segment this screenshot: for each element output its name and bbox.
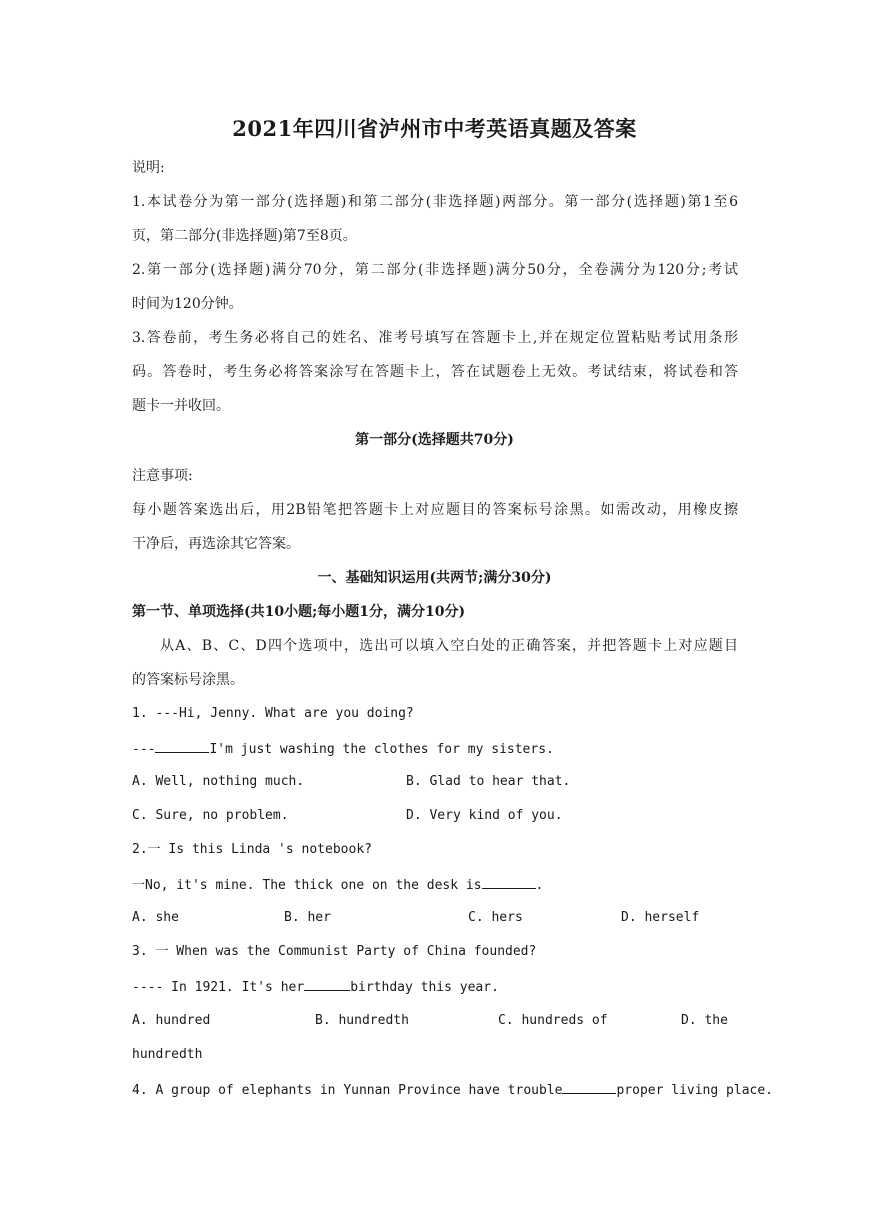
notice-line-1: 每小题答案选出后，用2B铅笔把答题卡上对应题目的答案标号涂黑。如需改动，用橡皮擦 [132, 502, 738, 518]
q2-answer-blank [482, 874, 536, 889]
notice-heading: 注意事项: [132, 468, 193, 484]
intro-paragraph-3-line-2: 码。答卷时，考生务必将答案涂写在答题卡上，答在试题卷上无效。考试结束，将试卷和答 [132, 364, 738, 380]
q1-option-c: C. Sure, no problem. [132, 808, 289, 823]
q3-reply-text: ---- In 1921. It's her [132, 980, 305, 995]
subsection-heading: 第一节、单项选择(共10小题;每小题1分，满分10分) [132, 604, 466, 620]
intro-paragraph-3-line-1: 3.答卷前，考生务必将自己的姓名、准考号填写在答题卡上,并在规定位置粘贴考试用条形 [132, 330, 738, 346]
intro-paragraph-2-line-2: 时间为120分钟。 [132, 296, 243, 312]
section-heading: 一、基础知识运用(共两节;满分30分) [317, 570, 552, 586]
q3-option-d: D. the [681, 1013, 728, 1028]
q2-option-b: B. her [284, 910, 331, 925]
intro-paragraph-2-line-1: 2.第一部分(选择题)满分70分，第二部分(非选择题)满分50分，全卷满分为120分;考试 [132, 262, 738, 278]
q1-reply [132, 738, 738, 760]
q2-reply-text: 一No, it's mine. The thick one on the desk is [132, 878, 482, 893]
document-title: 2021年四川省泸州市中考英语真题及答案 [232, 116, 637, 141]
q1-answer-blank [155, 738, 209, 753]
notice-line-2: 干净后，再选涂其它答案。 [132, 536, 300, 552]
q2-stem: 2.一 Is this Linda 's notebook? [132, 842, 372, 857]
part1-heading: 第一部分(选择题共70分) [355, 432, 514, 448]
q2-option-d: D. herself [621, 910, 700, 925]
q1-reply-prefix: --- [132, 742, 156, 757]
q3-reply-end: birthday this year. [350, 980, 499, 995]
q4-stem-text: 4. A group of elephants in Yunnan Province have trouble [132, 1083, 563, 1098]
q1-stem: 1. ---Hi, Jenny. What are you doing? [132, 706, 414, 721]
q4-stem [132, 1079, 774, 1101]
instruction-line-1: 从A、B、C、D四个选项中，选出可以填入空白处的正确答案，并把答题卡上对应题目 [160, 638, 738, 654]
q3-reply [132, 976, 738, 998]
intro-heading: 说明: [132, 160, 165, 176]
q1-option-b: B. Glad to hear that. [406, 774, 571, 789]
q3-option-c: C. hundreds of [498, 1013, 608, 1028]
q1-option-a: A. Well, nothing much. [132, 774, 305, 789]
q3-option-b: B. hundredth [315, 1013, 409, 1028]
q4-stem-end: proper living place. [616, 1083, 774, 1098]
intro-paragraph-3-line-3: 题卡一并收回。 [132, 398, 230, 414]
q2-reply [132, 874, 738, 896]
q1-option-d: D. Very kind of you. [406, 808, 563, 823]
q3-answer-blank [304, 976, 350, 991]
q1-reply-text: I'm just washing the clothes for my sisters. [209, 742, 554, 757]
q3-stem: 3. 一 When was the Communist Party of China founded? [132, 944, 537, 959]
q3-option-d-continued: hundredth [132, 1047, 203, 1062]
q3-option-a: A. hundred [132, 1013, 211, 1028]
intro-paragraph-1-line-2: 页，第二部分(非选择题)第7至8页。 [132, 228, 357, 244]
instruction-line-2: 的答案标号涂黑。 [132, 672, 244, 688]
q2-reply-end: . [535, 878, 544, 893]
q2-option-c: C. hers [468, 910, 523, 925]
intro-paragraph-1-line-1: 1.本试卷分为第一部分(选择题)和第二部分(非选择题)两部分。第一部分(选择题)第1至6 [132, 194, 738, 210]
q2-option-a: A. she [132, 910, 179, 925]
q4-answer-blank [562, 1079, 616, 1094]
